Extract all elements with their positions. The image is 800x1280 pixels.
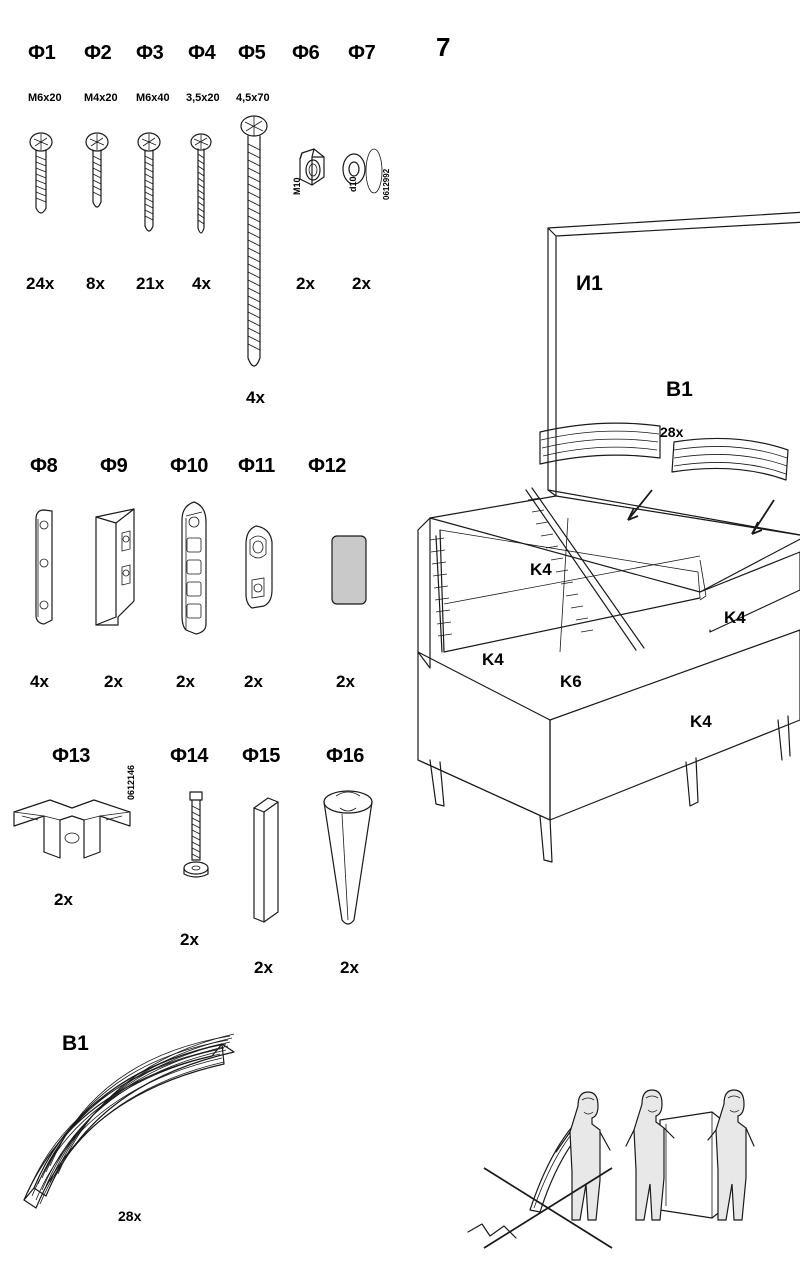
part-code-f10: Ф10 [170,455,208,477]
screw-icon [184,130,228,240]
part-size-f4: 3,5x20 [186,92,220,104]
part-code-f3: Ф3 [136,42,164,64]
part-size-f5: 4,5x70 [236,92,270,104]
page-number: 7 [436,32,451,62]
part-code-f8: Ф8 [30,455,58,477]
bed-assembly-diagram [400,200,800,920]
part-size-f1: M6x20 [28,92,62,104]
part-qty-f14: 2x [180,930,199,949]
flat-bracket-icon [28,505,68,630]
part-code-f15: Ф15 [242,745,280,767]
part-size-f2: M4x20 [84,92,118,104]
washer-stamp: 0612992 [382,168,391,200]
part-qty-f6: 2x [296,274,315,293]
part-qty-f7: 2x [352,274,371,293]
assembly-slats-label: B1 [666,378,693,401]
part-size-f3: M6x40 [136,92,170,104]
washer-icon [336,145,384,197]
part-qty-f11: 2x [244,672,263,691]
part-qty-f4: 4x [192,274,211,293]
part-code-f12: Ф12 [308,455,346,477]
part-qty-f3: 21x [136,274,165,293]
part-qty-f1: 24x [26,274,55,293]
part-code-f1: Ф1 [28,42,56,64]
bracket-label-k6: K6 [560,672,582,691]
part-qty-f8: 4x [30,672,49,691]
angle-bracket-icon [86,505,150,630]
part-qty-f16: 2x [340,958,359,977]
part-qty-f10: 2x [176,672,195,691]
bolt-with-washer-icon [176,786,216,896]
part-code-f13: Ф13 [52,745,90,767]
bracket-label-k4-1: K4 [530,560,552,579]
long-rail-plate-icon [172,498,218,638]
part-code-f14: Ф14 [170,745,208,767]
screw-icon [24,130,68,220]
part-qty-f13: 2x [54,890,73,909]
part-qty-f12: 2x [336,672,355,691]
screw-icon [80,130,124,220]
long-screw-icon [234,112,280,377]
part-qty-f2: 8x [86,274,105,293]
part-code-f11: Ф11 [238,455,275,477]
brace-stamp: 0612146 [126,764,136,800]
pad-icon [328,532,374,612]
part-code-f6: Ф6 [292,42,320,64]
slat-pack-label: B1 [62,1032,89,1055]
square-leg-icon [244,790,290,930]
corner-brace-icon [8,790,138,870]
part-code-f16: Ф16 [326,745,364,767]
bracket-label-k4-3: K4 [482,650,504,669]
part-qty-f5: 4x [246,388,265,407]
slat-pack-qty: 28x [118,1208,142,1224]
part-code-f5: Ф5 [238,42,266,64]
part-code-f9: Ф9 [100,455,128,477]
part-code-f7: Ф7 [348,42,376,64]
bracket-label-k4-2: K4 [724,608,746,627]
headboard-label: И1 [576,272,603,295]
washer-marking: d10 [348,176,358,192]
assembly-slats-qty: 28x [660,424,684,440]
slat-stack-icon [10,1028,250,1228]
tapered-leg-icon [318,786,380,936]
hook-plate-icon [238,520,286,620]
bracket-label-k4-4: K4 [690,712,712,731]
screw-icon [132,130,176,240]
part-qty-f15: 2x [254,958,273,977]
part-qty-f9: 2x [104,672,123,691]
two-person-lift-icon [460,1060,760,1260]
part-code-f2: Ф2 [84,42,112,64]
part-code-f4: Ф4 [188,42,216,64]
nut-marking: M10 [292,177,302,195]
